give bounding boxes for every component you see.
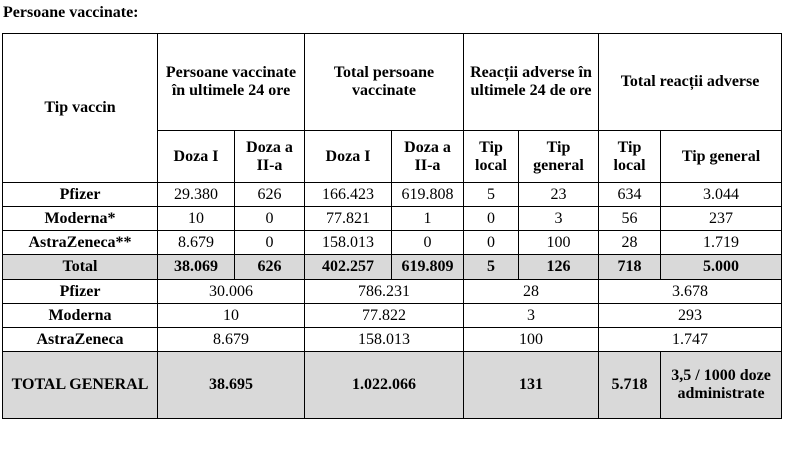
header-group-total-vaccinated: Total persoane vaccinate [305, 34, 464, 131]
row-label: TOTAL GENERAL [3, 352, 158, 419]
table-cell: 3 [464, 304, 599, 328]
subheader-cell: Tip general [661, 131, 782, 183]
table-row [3, 207, 782, 231]
vaccination-table [2, 33, 782, 419]
table-cell: 5 [464, 183, 519, 207]
page-title: Persoane vaccinate: [3, 4, 139, 21]
table-cell: 5 [464, 255, 519, 280]
header-group-adverse-24h: Reacții adverse în ultimele 24 de ore [464, 34, 599, 131]
table-cell: 0 [392, 231, 464, 255]
row-label: Pfizer [3, 280, 158, 304]
table-cell: 1 [392, 207, 464, 231]
row-label: AstraZeneca** [3, 231, 158, 255]
table-cell: 1.022.066 [305, 352, 464, 419]
table-cell: 3.678 [599, 280, 782, 304]
table-cell: 3 [519, 207, 599, 231]
subheader-cell: Tip local [464, 131, 519, 183]
row-label: Moderna [3, 304, 158, 328]
table-cell: 619.808 [392, 183, 464, 207]
table-cell: 28 [599, 231, 661, 255]
row-label: Moderna* [3, 207, 158, 231]
table-cell: 77.821 [305, 207, 392, 231]
table-cell: 1.747 [599, 328, 782, 352]
table-cell: 619.809 [392, 255, 464, 280]
total-row [3, 255, 782, 280]
table-cell: 786.231 [305, 280, 464, 304]
subheader-cell: Doza a II-a [392, 131, 464, 183]
table-cell: 8.679 [158, 231, 235, 255]
header-group-24h: Persoane vaccinate în ultimele 24 ore [158, 34, 305, 131]
table-cell: 5.000 [661, 255, 782, 280]
table-cell: 8.679 [158, 328, 305, 352]
header-group-total-adverse: Total reacții adverse [599, 34, 782, 131]
table-cell: 100 [519, 231, 599, 255]
subheader-cell: Doza I [158, 131, 235, 183]
table-cell: 38.069 [158, 255, 235, 280]
header-tip-vaccin: Tip vaccin [3, 34, 158, 183]
table-cell: 131 [464, 352, 599, 419]
table-cell: 126 [519, 255, 599, 280]
row-label: Total [3, 255, 158, 280]
table-cell: 626 [235, 255, 305, 280]
table-row [3, 183, 782, 207]
header-row [3, 34, 782, 131]
table-cell: 100 [464, 328, 599, 352]
table-cell: 626 [235, 183, 305, 207]
table-cell: 0 [235, 231, 305, 255]
table-cell: 0 [464, 231, 519, 255]
table-cell: 38.695 [158, 352, 305, 419]
subheader-cell: Doza I [305, 131, 392, 183]
row-label: Pfizer [3, 183, 158, 207]
table-cell: 3.044 [661, 183, 782, 207]
summary-row [3, 328, 782, 352]
subheader-cell: Tip local [599, 131, 661, 183]
table-cell: 0 [235, 207, 305, 231]
table-cell: 10 [158, 207, 235, 231]
table-cell: 1.719 [661, 231, 782, 255]
table-cell: 5.718 [599, 352, 661, 419]
table-cell: 30.006 [158, 280, 305, 304]
subheader-cell: Doza a II-a [235, 131, 305, 183]
row-label: AstraZeneca [3, 328, 158, 352]
total-general-row [3, 352, 782, 419]
table-cell: 29.380 [158, 183, 235, 207]
table-cell: 23 [519, 183, 599, 207]
table-cell: 237 [661, 207, 782, 231]
table-cell: 166.423 [305, 183, 392, 207]
table-cell: 634 [599, 183, 661, 207]
table-cell: 56 [599, 207, 661, 231]
table-cell: 28 [464, 280, 599, 304]
summary-row [3, 280, 782, 304]
table-cell: 77.822 [305, 304, 464, 328]
table-cell: 293 [599, 304, 782, 328]
table-cell: 3,5 / 1000 doze administrate [661, 352, 782, 419]
table-cell: 158.013 [305, 231, 392, 255]
summary-row [3, 304, 782, 328]
table-cell: 158.013 [305, 328, 464, 352]
table-cell: 402.257 [305, 255, 392, 280]
table-cell: 0 [464, 207, 519, 231]
table-cell: 718 [599, 255, 661, 280]
table-row [3, 231, 782, 255]
subheader-cell: Tip general [519, 131, 599, 183]
table-cell: 10 [158, 304, 305, 328]
